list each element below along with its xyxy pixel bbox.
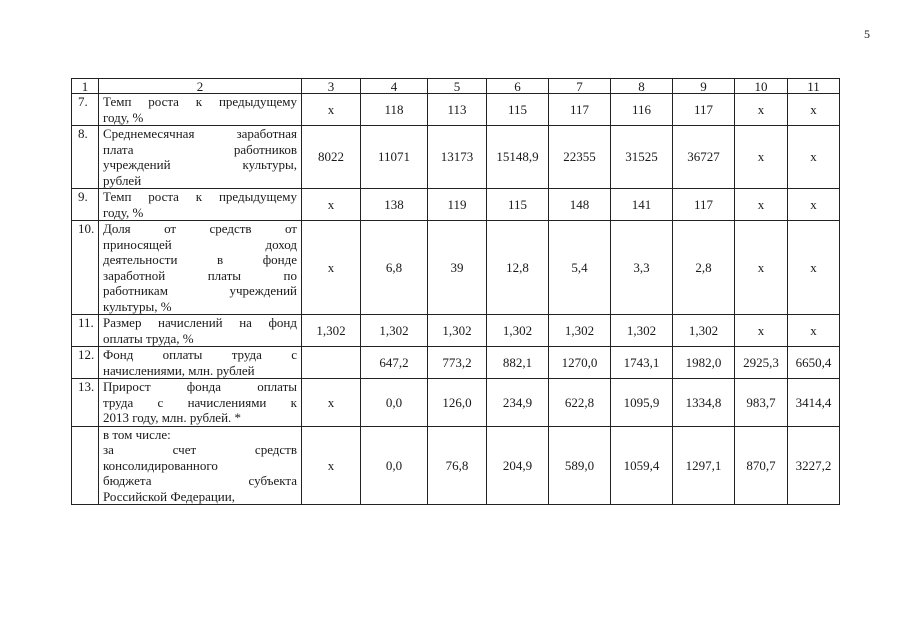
value-cell: х: [788, 221, 840, 315]
row-description: [99, 347, 302, 379]
value-cell: 3227,2: [788, 426, 840, 505]
row-number: 10.: [72, 221, 99, 315]
header-cell: 4: [361, 79, 428, 94]
value-cell: 116: [611, 94, 673, 126]
value-cell: 1,302: [487, 315, 549, 347]
value-cell: 126,0: [428, 379, 487, 427]
description-line: в том числе:: [103, 426, 171, 442]
value-cell: х: [302, 189, 361, 221]
table-row: [72, 315, 840, 347]
row-description: [99, 126, 302, 189]
header-cell: 7: [549, 79, 611, 94]
table-row: [72, 94, 840, 126]
description-line: оплаты труда, %: [103, 330, 194, 346]
value-cell: 36727: [673, 126, 735, 189]
value-cell: 119: [428, 189, 487, 221]
value-cell: 6,8: [361, 221, 428, 315]
value-cell: 773,2: [428, 347, 487, 379]
value-cell: х: [302, 94, 361, 126]
value-cell: х: [788, 126, 840, 189]
value-cell: 12,8: [487, 221, 549, 315]
value-cell: 983,7: [735, 379, 788, 427]
header-cell: 1: [72, 79, 99, 94]
value-cell: х: [735, 94, 788, 126]
value-cell: 2925,3: [735, 347, 788, 379]
row-number: 7.: [72, 94, 99, 126]
description-line: консолидированного: [103, 457, 218, 473]
value-cell: 870,7: [735, 426, 788, 505]
value-cell: 1,302: [361, 315, 428, 347]
description-line: начислениями, млн. рублей: [103, 362, 255, 378]
value-cell: х: [788, 94, 840, 126]
value-cell: 589,0: [549, 426, 611, 505]
row-number: 9.: [72, 189, 99, 221]
description-line: работникам учреждений: [103, 283, 297, 298]
value-cell: 0,0: [361, 426, 428, 505]
description-line: Темп роста к предыдущему: [103, 94, 297, 109]
value-cell: 115: [487, 189, 549, 221]
row-description: [99, 94, 302, 126]
value-cell: 117: [549, 94, 611, 126]
value-cell: 1,302: [673, 315, 735, 347]
value-cell: 204,9: [487, 426, 549, 505]
description-line: Среднемесячная заработная: [103, 126, 297, 141]
value-cell: 1,302: [302, 315, 361, 347]
value-cell: 6650,4: [788, 347, 840, 379]
value-cell: 1743,1: [611, 347, 673, 379]
description-line: рублей: [103, 172, 142, 188]
value-cell: 76,8: [428, 426, 487, 505]
row-description: [99, 189, 302, 221]
data-table: [71, 78, 840, 505]
value-cell: х: [735, 221, 788, 315]
value-cell: 117: [673, 94, 735, 126]
value-cell: 117: [673, 189, 735, 221]
value-cell: х: [788, 189, 840, 221]
value-cell: 5,4: [549, 221, 611, 315]
description-line: за счет средств: [103, 442, 297, 457]
value-cell: 141: [611, 189, 673, 221]
description-line: 2013 году, млн. рублей. *: [103, 410, 242, 425]
value-cell: 1,302: [549, 315, 611, 347]
description-line: плата работников: [103, 141, 297, 157]
table-header-row: [72, 79, 840, 94]
description-line: деятельности в фонде: [103, 252, 297, 267]
header-cell: 5: [428, 79, 487, 94]
table-row: [72, 221, 840, 315]
value-cell: 2,8: [673, 221, 735, 315]
row-number: [72, 426, 99, 505]
value-cell: 0,0: [361, 379, 428, 427]
value-cell: 1059,4: [611, 426, 673, 505]
value-cell: 113: [428, 94, 487, 126]
header-cell: 2: [99, 79, 302, 94]
row-description: [99, 426, 302, 505]
description-line: культуры, %: [103, 298, 172, 314]
value-cell: 1,302: [611, 315, 673, 347]
row-number: 8.: [72, 126, 99, 189]
description-line: Доля от средств от: [103, 221, 297, 236]
value-cell: 22355: [549, 126, 611, 189]
table-row: [72, 126, 840, 189]
table-row: [72, 426, 840, 505]
value-cell: х: [302, 221, 361, 315]
table-row: [72, 379, 840, 427]
description-line: Размер начислений на фонд: [103, 315, 297, 330]
value-cell: х: [302, 426, 361, 505]
row-description: [99, 315, 302, 347]
description-line: году, %: [103, 109, 144, 125]
value-cell: 1270,0: [549, 347, 611, 379]
value-cell: х: [735, 189, 788, 221]
value-cell: 39: [428, 221, 487, 315]
header-cell: 3: [302, 79, 361, 94]
value-cell: 3414,4: [788, 379, 840, 427]
value-cell: 11071: [361, 126, 428, 189]
row-description: [99, 221, 302, 315]
row-number: 13.: [72, 379, 99, 427]
value-cell: 1982,0: [673, 347, 735, 379]
header-cell: 8: [611, 79, 673, 94]
value-cell: 31525: [611, 126, 673, 189]
value-cell: х: [302, 379, 361, 427]
value-cell: 13173: [428, 126, 487, 189]
value-cell: 115: [487, 94, 549, 126]
value-cell: 622,8: [549, 379, 611, 427]
description-line: году, %: [103, 204, 144, 220]
value-cell: х: [735, 126, 788, 189]
table-body: [72, 79, 840, 505]
description-line: Прирост фонда оплаты: [103, 379, 297, 394]
value-cell: 234,9: [487, 379, 549, 427]
description-line: труда с начислениями к: [103, 394, 297, 410]
description-line: учреждений культуры,: [103, 157, 297, 172]
description-line: Фонд оплаты труда с: [103, 347, 297, 362]
value-cell: 8022: [302, 126, 361, 189]
description-line: заработной платы по: [103, 267, 297, 283]
description-line: бюджета субъекта: [103, 473, 297, 488]
value-cell: 138: [361, 189, 428, 221]
value-cell: 1297,1: [673, 426, 735, 505]
header-cell: 6: [487, 79, 549, 94]
value-cell: 1095,9: [611, 379, 673, 427]
value-cell: х: [735, 315, 788, 347]
value-cell: [302, 347, 361, 379]
row-number: 11.: [72, 315, 99, 347]
value-cell: 647,2: [361, 347, 428, 379]
header-cell: 9: [673, 79, 735, 94]
header-cell: 10: [735, 79, 788, 94]
value-cell: 1334,8: [673, 379, 735, 427]
value-cell: 3,3: [611, 221, 673, 315]
value-cell: 148: [549, 189, 611, 221]
value-cell: 118: [361, 94, 428, 126]
page-number: 5: [864, 27, 870, 41]
description-line: приносящей доход: [103, 236, 297, 252]
description-line: Российской Федерации,: [103, 488, 235, 504]
description-line: Темп роста к предыдущему: [103, 189, 297, 204]
value-cell: 15148,9: [487, 126, 549, 189]
value-cell: 882,1: [487, 347, 549, 379]
row-number: 12.: [72, 347, 99, 379]
table-row: [72, 347, 840, 379]
row-description: [99, 379, 302, 427]
table-row: [72, 189, 840, 221]
value-cell: х: [788, 315, 840, 347]
value-cell: 1,302: [428, 315, 487, 347]
header-cell: 11: [788, 79, 840, 94]
